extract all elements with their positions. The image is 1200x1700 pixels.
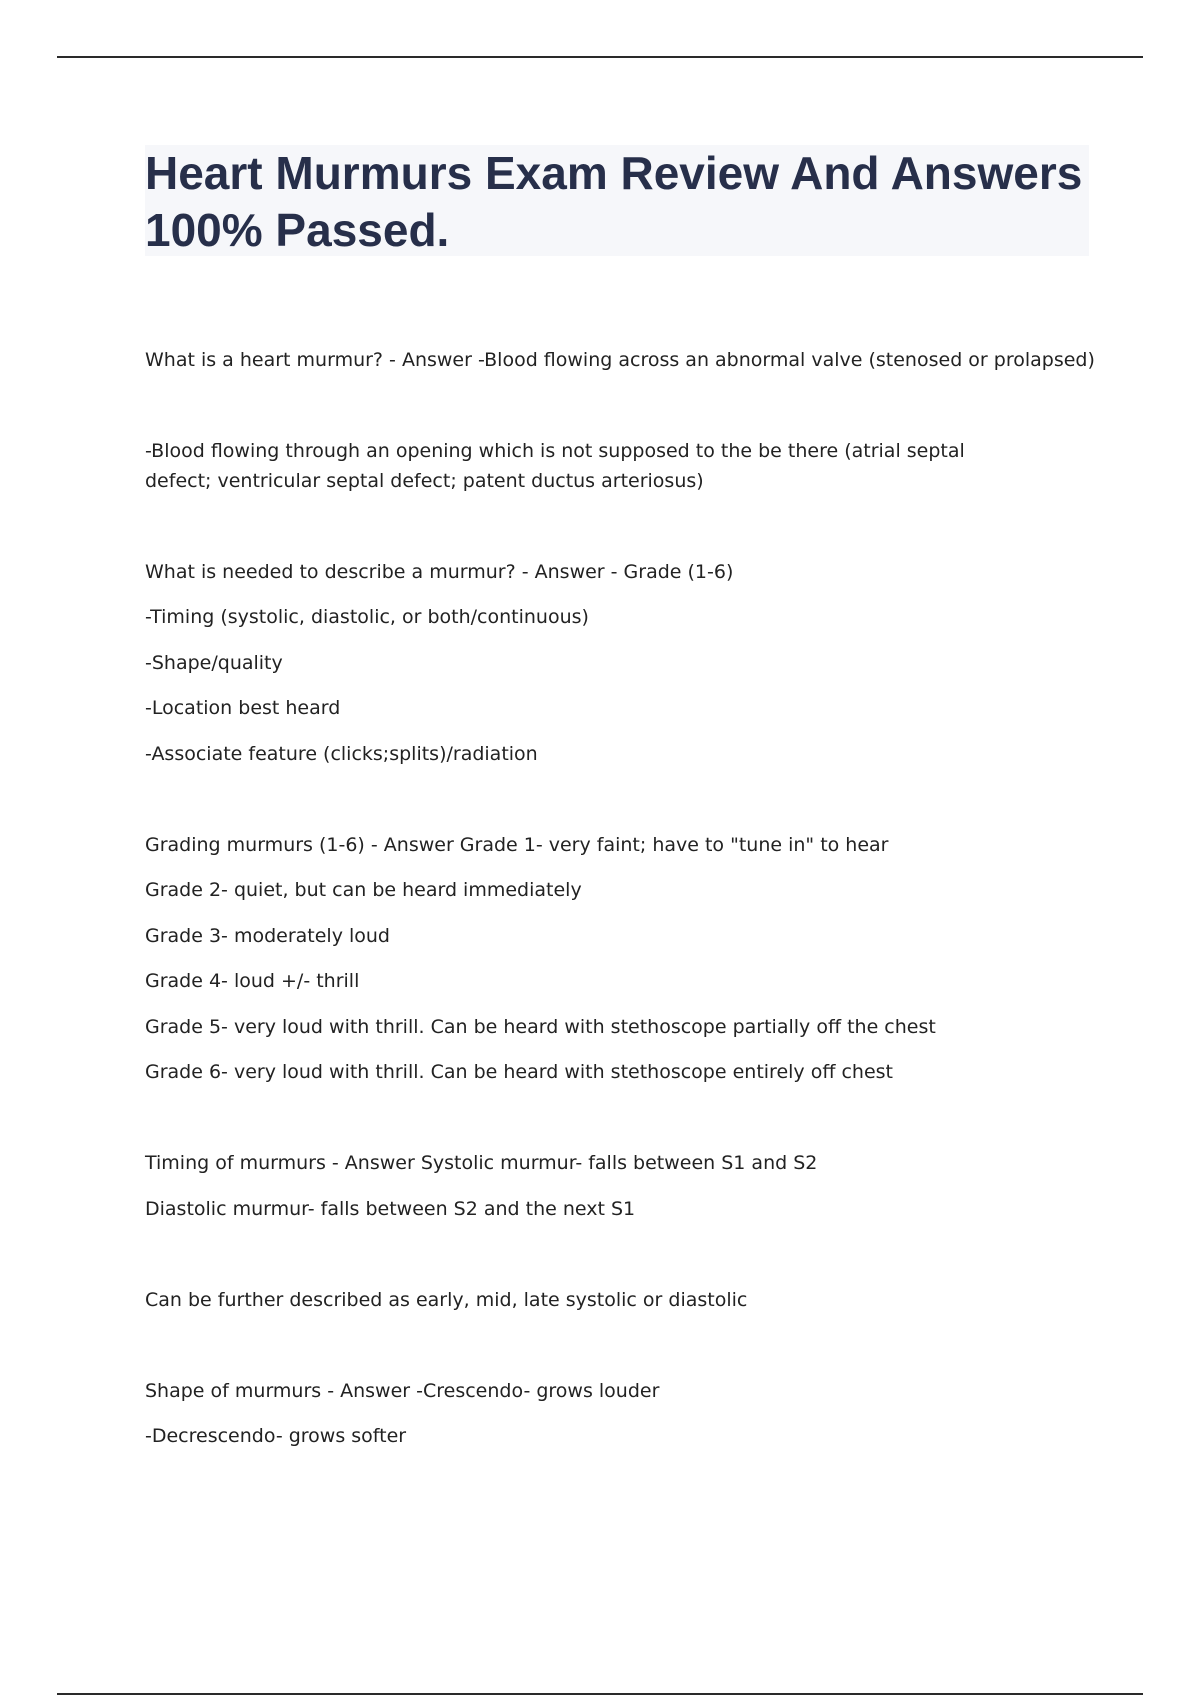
top-rule	[57, 56, 1143, 58]
text-line: Can be further described as early, mid, late systolic or diastolic	[145, 1289, 748, 1311]
text-line: Grade 3- moderately loud	[145, 925, 390, 947]
text-line: What is needed to describe a murmur? - Answer - Grade (1-6)	[145, 561, 734, 583]
text-line: Grade 2- quiet, but can be heard immediately	[145, 879, 582, 901]
bottom-rule	[57, 1693, 1143, 1695]
text-line: -Blood flowing through an opening which is not supposed to the be there (atrial septal defect; ventricular septal defect; patent ductus arteriosus)	[145, 440, 965, 492]
text-line: Timing of murmurs - Answer Systolic murmur- falls between S1 and S2	[145, 1152, 818, 1174]
text-line: -Decrescendo- grows softer	[145, 1425, 407, 1447]
text-line: -Associate feature (clicks;splits)/radiation	[145, 743, 538, 765]
text-line: -Location best heard	[145, 697, 341, 719]
text-line: Grade 6- very loud with thrill. Can be heard with stethoscope entirely off chest	[145, 1061, 893, 1083]
text-line: What is a heart murmur? - Answer -Blood flowing across an abnormal valve (stenosed or prolapsed)	[145, 349, 1095, 371]
text-line: -Timing (systolic, diastolic, or both/continuous)	[145, 606, 589, 628]
text-line: Grading murmurs (1-6) - Answer Grade 1- very faint; have to "tune in" to hear	[145, 834, 889, 856]
text-line: Diastolic murmur- falls between S2 and the next S1	[145, 1198, 636, 1220]
text-line: Grade 5- very loud with thrill. Can be heard with stethoscope partially off the chest	[145, 1016, 936, 1038]
title-block	[145, 145, 1089, 256]
text-line: -Shape/quality	[145, 652, 283, 674]
document-title: Heart Murmurs Exam Review And Answers 100% Passed.	[145, 147, 1083, 256]
text-line: Shape of murmurs - Answer -Crescendo- grows louder	[145, 1380, 660, 1402]
text-line: Grade 4- loud +/- thrill	[145, 970, 360, 992]
